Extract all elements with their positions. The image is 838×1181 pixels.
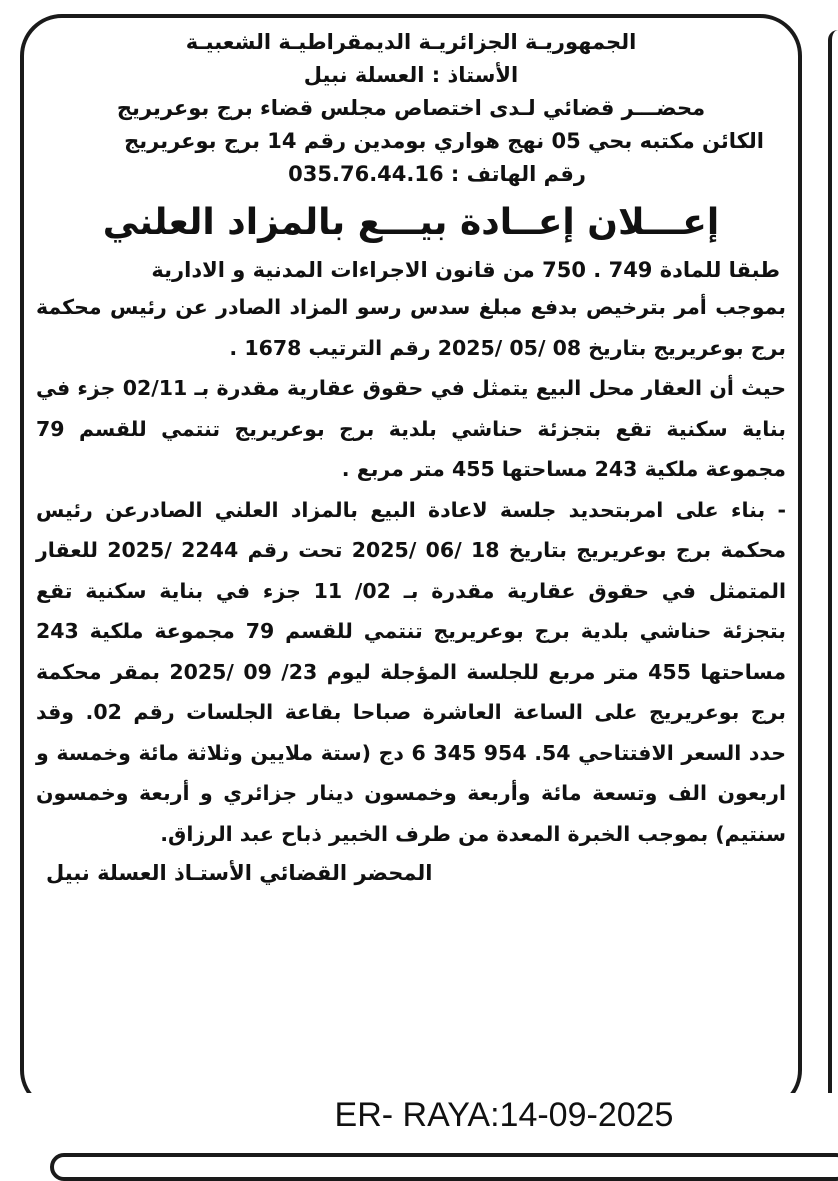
publication-reference: ER- RAYA:14-09-2025 <box>319 1096 690 1134</box>
legal-basis: طبقا للمادة 749 . 750 من قانون الاجراءات المدنية و الادارية <box>151 258 780 282</box>
publication-footer <box>0 1093 838 1137</box>
paragraph-property: حيث أن العقار محل البيع يتمثل في حقوق عقارية مقدرة بـ 02/11 جزء في بناية سكنية تقع بتجزئة حناشي بلدية برج بوعريريج تنتمي للقسم 79 مجموعة ملكية 243 مساحتها 455 متر مربع . <box>36 376 786 481</box>
paragraph-order: بموجب أمر بترخيص بدفع مبلغ سدس رسو المزاد الصادر عن رئيس محكمة برج بوعريريج بتاريخ 08 /05 /2025 رقم الترتيب 1678 . <box>36 295 786 360</box>
phone-number: رقم الهاتف : 035.76.44.16 <box>288 162 586 186</box>
notice-content <box>36 26 786 890</box>
bailiff-name: الأستاذ : العسلة نبيل <box>303 63 519 87</box>
republic-heading: الجمهوريـة الجزائريـة الديمقراطيـة الشعبيـة <box>185 30 637 54</box>
bailiff-jurisdiction: محضـــر قضائي لـدى اختصاص مجلس قضاء برج بوعريريج <box>116 96 706 120</box>
adjacent-frame-edge-bottom <box>50 1153 838 1181</box>
adjacent-frame-edge <box>828 30 838 1110</box>
signature: المحضر القضائي الأستـاذ العسلة نبيل <box>46 861 433 885</box>
notice-title: إعـــلان إعــادة بيـــع بالمزاد العلني <box>102 202 720 243</box>
office-address: الكائن مكتبه بحي 05 نهج هواري بومدين رقم 14 برج بوعريريج <box>124 129 764 153</box>
paragraph-auction-details: - بناء على امربتحديد جلسة لاعادة البيع بالمزاد العلني الصادرعن رئيس محكمة برج بوعريريج بتاريخ 18 /06 /2025 تحت رقم 2244 /2025 للعقار المتمثل في حقوق عقارية مقدرة بـ 02/ 11 جزء في بناية سكنية تقع بتجزئة حناشي بلدية برج بوعريريج تنتمي للقسم 79 مجموعة ملكية 243 مساحتها 455 متر مربع للجلسة المؤجلة ليوم 23/ 09 /2025 بمقر محكمة برج بوعريريج على الساعة العاشرة صباحا بقاعة الجلسات رقم 02. وقد حدد السعر الافتتاحي 54. 954 345 6 دج (ستة ملايين وثلاثة مائة وخمسة و اربعون الف وتسعة مائة وأربعة وخمسون دينار جزائري و أربعة وخمسون سنتيم) بموجب الخبرة المعدة من طرف الخبير ذباح عبد الرزاق. <box>36 497 787 846</box>
